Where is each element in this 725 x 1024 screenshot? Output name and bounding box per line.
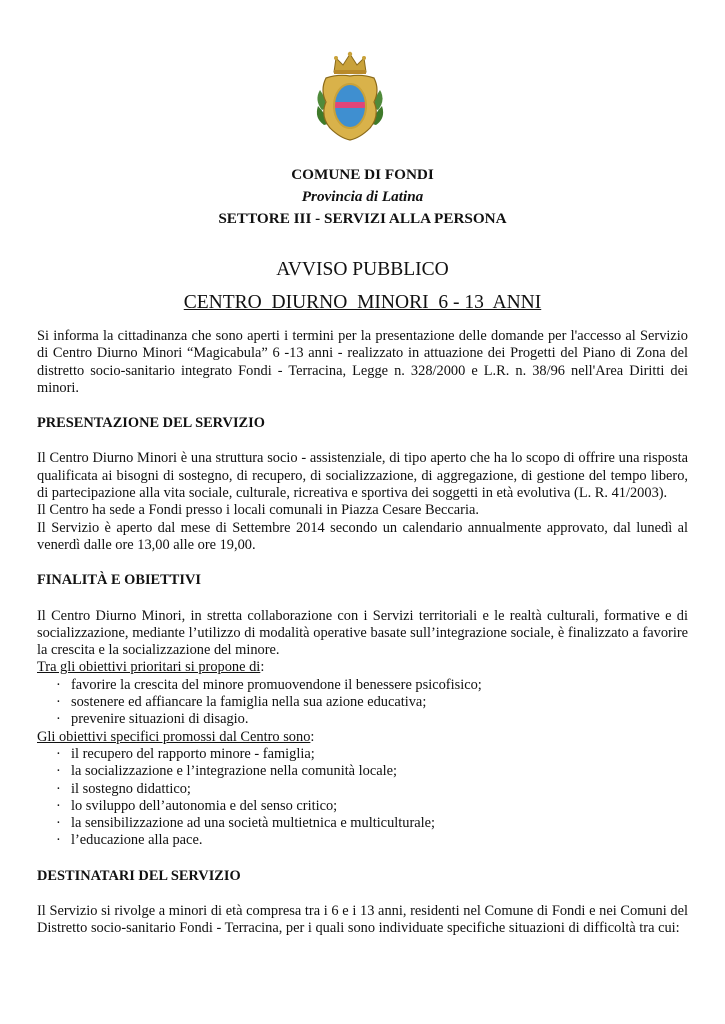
bullet-icon: · bbox=[56, 815, 61, 832]
section-heading-destinatari: DESTINATARI DEL SERVIZIO bbox=[37, 867, 241, 884]
specifici-list bbox=[37, 746, 688, 850]
presentazione-paragraph-3: Il Servizio è aperto dal mese di Settembre 2014 secondo un calendario annualmente approvato, dal lunedì al venerdì dalle ore 13,00 alle ore 19,00. bbox=[37, 519, 688, 553]
prioritari-list bbox=[37, 677, 688, 729]
provincia-subtitle: Provincia di Latina bbox=[301, 188, 424, 205]
bullet-icon: · bbox=[56, 797, 61, 814]
specifici-label: Gli obiettivi specifici promossi dal Centro sono bbox=[37, 728, 311, 745]
list-item: · favorire la crescita del minore promuovendone il benessere psicofisico; bbox=[56, 676, 482, 693]
bullet-icon: · bbox=[56, 780, 61, 797]
section-heading-presentazione: PRESENTAZIONE DEL SERVIZIO bbox=[37, 415, 265, 432]
comune-title: COMUNE DI FONDI bbox=[291, 166, 434, 183]
list-item: · prevenire situazioni di disagio. bbox=[56, 711, 249, 728]
settore-title: SETTORE III - SERVIZI ALLA PERSONA bbox=[218, 210, 507, 227]
document-body bbox=[37, 328, 688, 938]
list-item: · sostenere ed affiancare la famiglia nella sua azione educativa; bbox=[56, 694, 427, 711]
list-item: · la sensibilizzazione ad una società multietnica e multiculturale; bbox=[56, 815, 436, 832]
list-item: · il recupero del rapporto minore - famiglia; bbox=[56, 745, 315, 762]
presentazione-paragraph-2: Il Centro ha sede a Fondi presso i locali comunali in Piazza Cesare Beccaria. bbox=[37, 502, 479, 519]
list-item: · lo sviluppo dell’autonomia e del senso critico; bbox=[56, 797, 338, 814]
list-item: · la socializzazione e l’integrazione nella comunità locale; bbox=[56, 763, 398, 780]
bullet-icon: · bbox=[56, 763, 61, 780]
prioritari-label-line: Tra gli obiettivi prioritari si propone di: bbox=[37, 659, 265, 676]
bullet-icon: · bbox=[56, 676, 61, 693]
municipal-crest bbox=[312, 50, 388, 142]
specifici-label-line: Gli obiettivi specifici promossi dal Centro sono: bbox=[37, 728, 315, 745]
prioritari-label: Tra gli obiettivi prioritari si propone di bbox=[37, 659, 261, 676]
presentazione-paragraph-1: Il Centro Diurno Minori è una struttura socio - assistenziale, di tipo aperto che ha lo scopo di offrire una risposta qualificata ai bisogni di sostegno, di recupero, di socializzazione, di aggregazione, di gestione del tempo libero, di partecipazione alla vita sociale, culturale, ricreativa e sportiva dei soggetti in età evolutiva (L. R. 41/2003). bbox=[37, 450, 688, 502]
bullet-icon: · bbox=[56, 694, 61, 711]
bullet-icon: · bbox=[56, 832, 61, 849]
destinatari-paragraph: Il Servizio si rivolge a minori di età compresa tra i 6 e i 13 anni, residenti nel Comune di Fondi e nei Comuni del Distretto socio-sanitario Fondi - Terracina, per i quali sono individuate specifiche situazioni di difficoltà tra cui: bbox=[37, 903, 688, 937]
bullet-icon: · bbox=[56, 711, 61, 728]
avviso-heading: AVVISO PUBBLICO bbox=[276, 259, 449, 280]
intro-paragraph: Si informa la cittadinanza che sono aperti i termini per la presentazione delle domande per l'accesso al Servizio di Centro Diurno Minori “Magicabula” 6 -13 anni - realizzato in attuazione dei Progetti del Piano di Zona del distretto socio-sanitario integrato Fondi - Terracina, Legge n. 328/2000 e L.R. n. 38/96 nell'Area Diritti dei minori. bbox=[37, 328, 688, 396]
bullet-icon: · bbox=[56, 745, 61, 762]
centro-heading: CENTRO DIURNO MINORI 6 - 13 ANNI bbox=[183, 292, 542, 313]
list-item: · l’educazione alla pace. bbox=[56, 832, 203, 849]
section-heading-finalita: FINALITÀ E OBIETTIVI bbox=[37, 572, 201, 589]
finalita-paragraph: Il Centro Diurno Minori, in stretta collaborazione con i Servizi territoriali e le realtà culturali, formative e di socializzazione, mediante l’utilizzo di modalità operative basate sull’integrazione sociale, è finalizzato a favorire la crescita e la socializzazione del minore. bbox=[37, 607, 688, 659]
list-item: · il sostegno didattico; bbox=[56, 780, 191, 797]
